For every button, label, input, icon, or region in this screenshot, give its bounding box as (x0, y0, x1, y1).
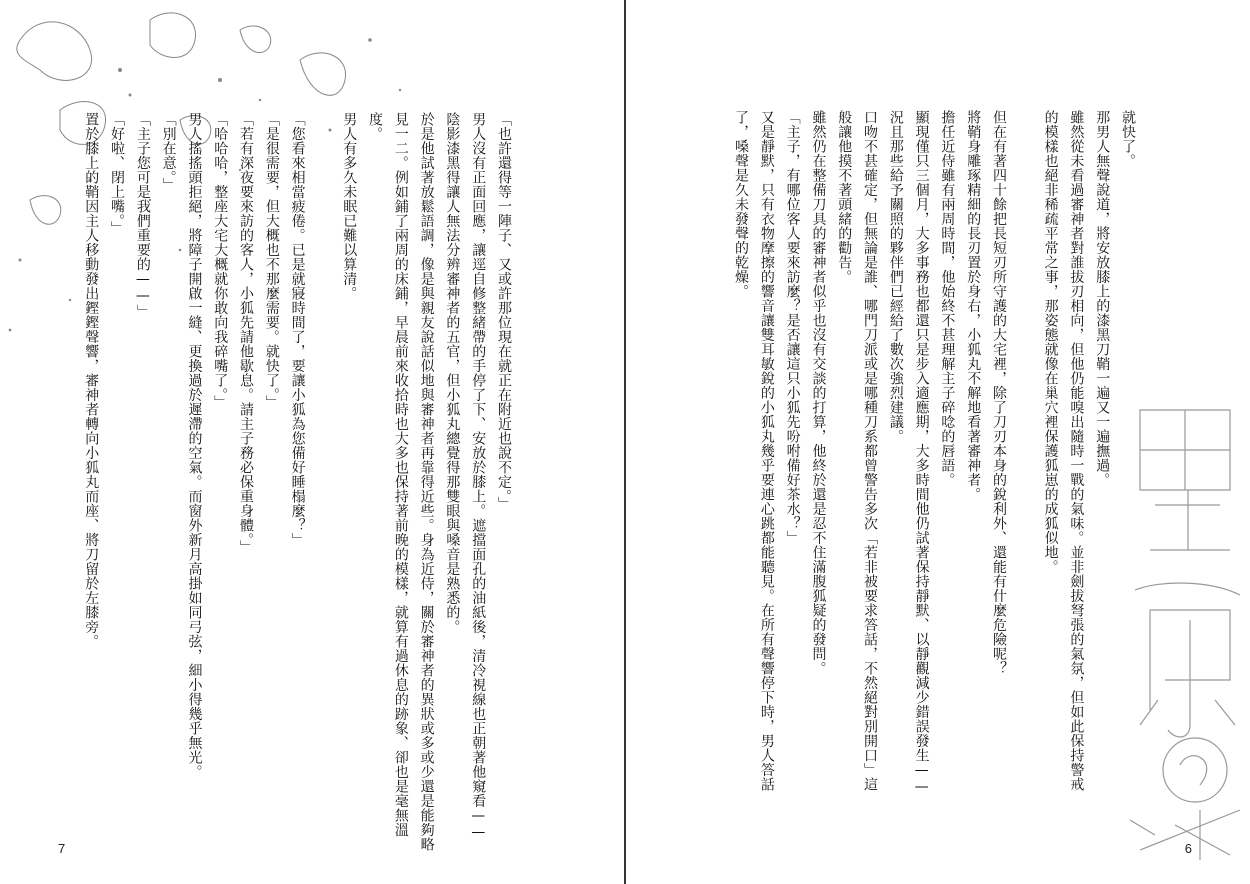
paragraph: 「您看來相當疲倦。已是就寢時間了，要讓小狐為您備好睡榻麼？」 (289, 112, 306, 547)
paragraph: 口吻不甚確定，但無論是誰、哪門刀派或是哪種刀系都曾警告多次「若非被要求答話，不然絕對別開口」這般讓他摸不著頭緒的勸告。 (836, 110, 879, 792)
paragraph: 男人搖搖頭拒絕，將障子開啟一縫、更換過於遲滯的空氣。而窗外新月高掛如同弓弦，細小得幾乎無光。 (186, 112, 203, 779)
paragraph: 「也許還得等一陣子、又或許那位現在就正在附近也說不定。」 (496, 112, 512, 511)
left-page (0, 0, 624, 884)
paragraph: 「若有深夜要來訪的客人，小狐先請他歇息。請主子務必保重身體。」 (238, 112, 255, 555)
paragraph: 「主子，有哪位客人要來訪麼？是否讓這只小狐先吩咐備好茶水？」 (784, 110, 801, 545)
paragraph: 「別在意。」 (160, 112, 177, 192)
paragraph: 於是他試著放鬆語調，像是與親友說話似地與審神者再靠得近些。身為近侍，關於審神者的異狀或多或少還是能夠略見一二。例如鋪了兩周的床鋪，早晨前來收拾時也大多也保持著前晚的模樣，就算有過休息的跡象、卻也是毫無溫度。 (367, 112, 435, 852)
left-page-text (77, 112, 516, 852)
paragraph: 顯現僅只三個月，大多事務也都還只是步入適應期，大多時間他仍試著保持靜默、以靜觀減少錯誤發生——況且那些給予關照的夥伴們已經給了數次強烈建議。 (887, 110, 930, 796)
paragraph: 「好啦、閉上嘴。」 (109, 112, 126, 236)
paragraph: 將鞘身雕琢精細的長刃置於身右，小狐丸不解地看著審神者。 (965, 110, 982, 502)
paragraph: 「是很需要，但大概也不那麼需要。就快了。」 (263, 112, 280, 410)
paragraph: 男人沒有正面回應，讓逕自修整緒帶的手停了下、安放於膝上。遮擋面孔的油紙後，清冷視線也正朝著他窺看——陰影漆黑得讓人無法分辨審神者的五官，但小狐丸總覺得那雙眼與嗓音是熟悉的。 (444, 112, 487, 841)
paragraph: 擔任近侍雖有兩周時間，他始終不甚理解主子碎唸的唇語。 (939, 110, 956, 487)
paragraph-spacer (1011, 110, 1037, 800)
paragraph: 雖然從未看過審神者對誰拔刃相向，但他仍能嗅出隨時一戰的氣味。並非劍拔弩張的氣氛，但如此保持警戒的模樣也絕非稀疏平常之事，那姿態就像在巢穴裡保護狐崽的成狐似地。 (1042, 110, 1085, 792)
paragraph-spacer (310, 112, 336, 852)
paragraph: 就快了。 (1120, 110, 1136, 168)
paragraph: 男人有多久未眠已難以算清。 (341, 112, 358, 301)
paragraph: 但在有著四十餘把長短刃所守護的大宅裡，除了刀刃本身的銳利外、還能有什麼危險呢？ (991, 110, 1008, 676)
right-page (626, 0, 1250, 884)
right-page-text (727, 110, 1140, 800)
page-number: 6 (1184, 841, 1192, 856)
paragraph: 又是靜默，只有衣物摩擦的響音讓雙耳敏銳的小狐丸幾乎要連心跳都能聽見。在所有聲響停下時，男人答話了，嗓聲是久未發聲的乾燥。 (733, 110, 775, 792)
page-number: 7 (58, 841, 66, 856)
paragraph: 「哈哈哈，整座大宅大概就你敢向我碎嘴了。」 (212, 112, 229, 410)
paragraph: 那男人無聲說道，將安放膝上的漆黑刀鞘一遍又一遍撫過。 (1094, 110, 1111, 487)
paragraph: 「主子您可是我們重要的——」 (134, 112, 151, 319)
paragraph: 置於膝上的鞘因主人移動發出鏗鏗聲響，審神者轉向小狐丸而座、將刀留於左膝旁。 (83, 112, 100, 649)
paragraph: 雖然仍在整備刀具的審神者似乎也沒有交談的打算，他終於還是忍不住滿腹狐疑的發問。 (810, 110, 827, 676)
